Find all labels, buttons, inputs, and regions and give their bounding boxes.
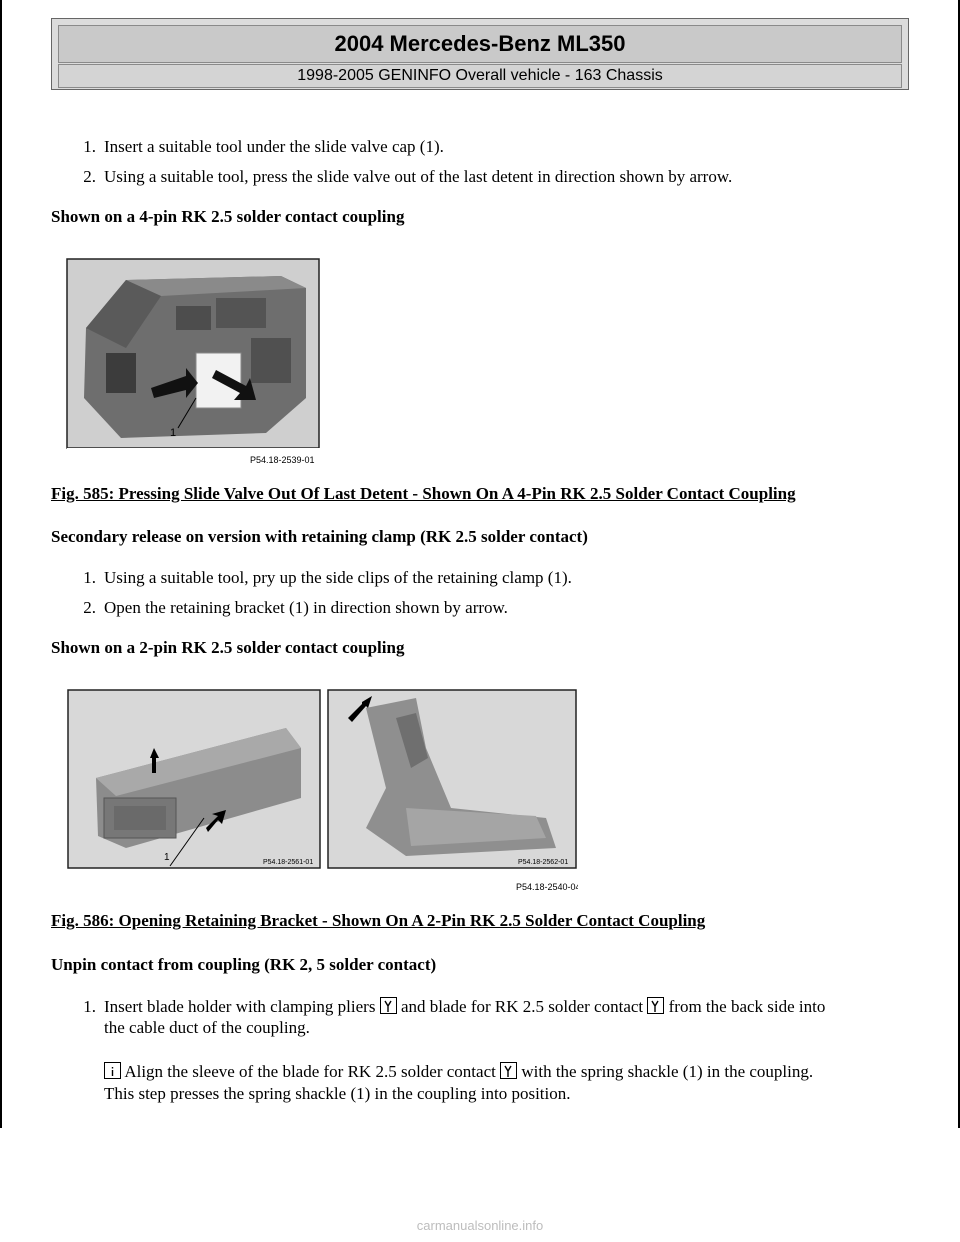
note-text-part: Align the sleeve of the blade for RK 2.5 solder contact <box>124 1062 496 1081</box>
figure-code: P54.18-2540-04 <box>516 882 578 892</box>
step-number: 1. <box>83 568 96 587</box>
figure-585-caption: Fig. 585: Pressing Slide Valve Out Of Last Detent - Shown On A 4-Pin RK 2.5 Solder Contact Coupling <box>51 484 796 503</box>
footer-watermark: carmanualsonline.info <box>416 1218 544 1233</box>
step-text: Open the retaining bracket (1) in direction shown by arrow. <box>104 598 508 617</box>
callout-label-1: 1 <box>170 427 177 439</box>
figure-code-right: P54.18-2562-01 <box>518 859 569 866</box>
step-number: 2. <box>83 167 96 186</box>
note-text-part: with the spring shackle (1) in the coupling. <box>521 1062 814 1081</box>
section-heading: Secondary release on version with retaining clamp (RK 2.5 solder contact) <box>51 527 588 546</box>
figure-code: P54.18-2539-01 <box>250 455 315 465</box>
shown-on-label: Shown on a 2-pin RK 2.5 solder contact coupling <box>51 638 405 657</box>
tool-icon <box>380 997 397 1014</box>
document-subtitle: 1998-2005 GENINFO Overall vehicle - 163 Chassis <box>58 64 902 88</box>
step-text-line1 <box>104 996 825 1017</box>
note-line2: This step presses the spring shackle (1) in the coupling into position. <box>104 1084 571 1103</box>
figure-585-image <box>66 258 322 468</box>
step-number: 2. <box>83 598 96 617</box>
section-heading: Unpin contact from coupling (RK 2, 5 solder contact) <box>51 955 437 974</box>
document-header <box>51 18 909 90</box>
step-text-part: Insert blade holder with clamping pliers <box>104 997 376 1016</box>
step-text-line2: the cable duct of the coupling. <box>104 1018 310 1037</box>
tool-icon <box>647 997 664 1014</box>
step-number: 1. <box>83 137 96 156</box>
figure-586-caption: Fig. 586: Opening Retaining Bracket - Shown On A 2-Pin RK 2.5 Solder Contact Coupling <box>51 911 706 930</box>
step-text-part: from the back side into <box>668 997 826 1016</box>
step-text: Using a suitable tool, pry up the side clips of the retaining clamp (1). <box>104 568 572 587</box>
info-icon <box>104 1062 121 1079</box>
step-text-part: and blade for RK 2.5 solder contact <box>400 997 644 1016</box>
step-text: Using a suitable tool, press the slide valve out of the last detent in direction shown by arrow. <box>104 167 733 186</box>
step-number: 1. <box>83 997 96 1016</box>
figure-586-image <box>66 688 578 896</box>
note-line1 <box>104 1061 813 1082</box>
step-text: Insert a suitable tool under the slide valve cap (1). <box>104 137 444 156</box>
connector-photo-4pin <box>66 258 322 468</box>
tool-icon <box>500 1062 517 1079</box>
figure-code-left: P54.18-2561-01 <box>263 859 314 866</box>
document-title: 2004 Mercedes-Benz ML350 <box>58 25 902 63</box>
connector-photo-2pin <box>66 688 578 896</box>
shown-on-label: Shown on a 4-pin RK 2.5 solder contact coupling <box>51 207 405 226</box>
callout-label-1: 1 <box>164 852 170 863</box>
